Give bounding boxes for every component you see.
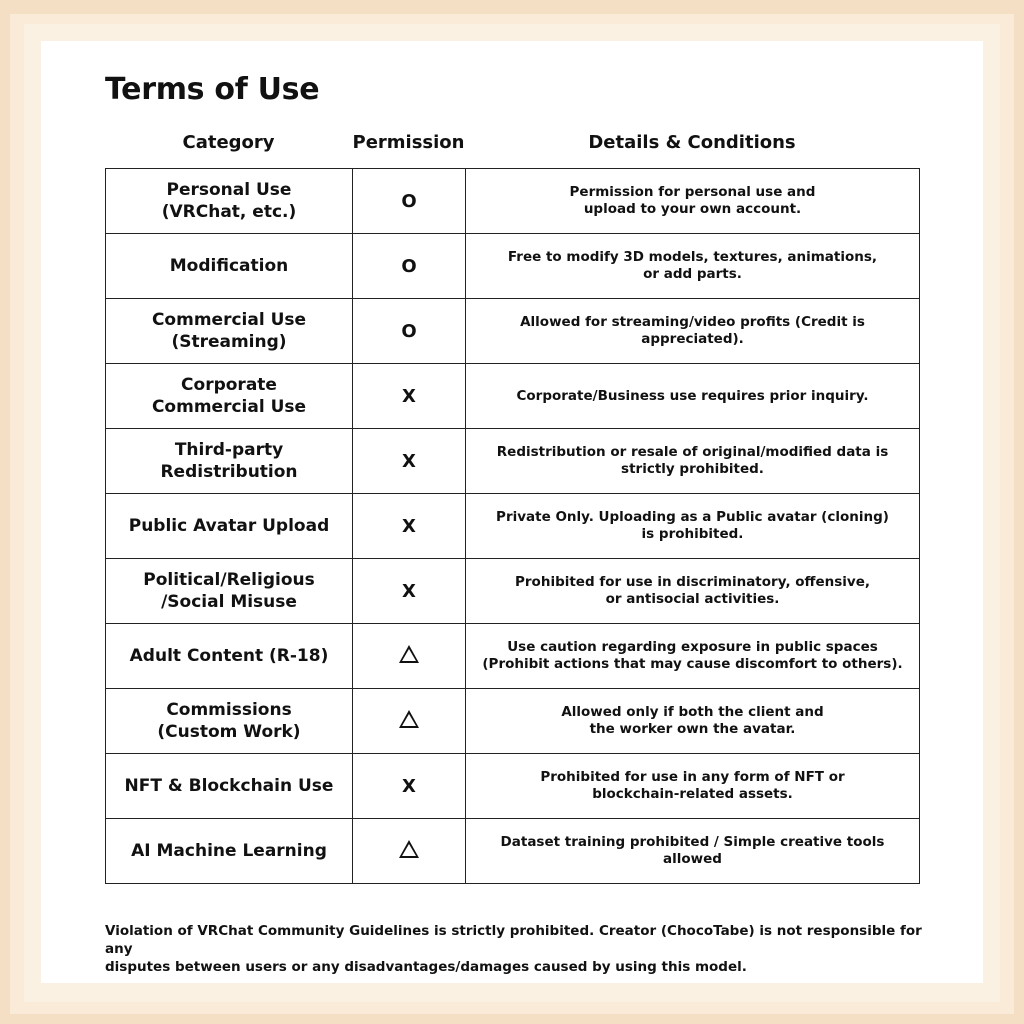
category-cell: NFT & Blockchain Use (106, 754, 353, 819)
category-cell: Corporate Commercial Use (106, 364, 353, 429)
table-row (106, 169, 920, 234)
header-category: Category (182, 132, 275, 153)
permission-cell: X (353, 559, 466, 624)
permission-cell: X (353, 494, 466, 559)
permission-cell: X (353, 754, 466, 819)
category-cell: Adult Content (R-18) (106, 624, 353, 689)
details-cell: Free to modify 3D models, textures, animations, or add parts. (466, 234, 920, 299)
permission-cell (353, 624, 466, 689)
permission-cell (353, 689, 466, 754)
terms-table (105, 168, 920, 884)
terms-table-body (106, 169, 920, 884)
category-cell: Third-party Redistribution (106, 429, 353, 494)
details-cell: Private Only. Uploading as a Public avatar (cloning) is prohibited. (466, 494, 920, 559)
triangle-icon (399, 710, 419, 728)
permission-cell: X (353, 429, 466, 494)
table-row (106, 494, 920, 559)
category-cell: Political/Religious /Social Misuse (106, 559, 353, 624)
page-title: Terms of Use (105, 72, 320, 107)
permission-cell: X (353, 364, 466, 429)
category-cell: Personal Use (VRChat, etc.) (106, 169, 353, 234)
details-cell: Redistribution or resale of original/modified data is strictly prohibited. (466, 429, 920, 494)
header-details: Details & Conditions (588, 132, 796, 153)
triangle-icon (399, 645, 419, 663)
permission-cell: O (353, 234, 466, 299)
triangle-icon (399, 840, 419, 858)
details-cell: Dataset training prohibited / Simple creative tools allowed (466, 819, 920, 884)
category-cell: Commercial Use (Streaming) (106, 299, 353, 364)
details-cell: Allowed only if both the client and the worker own the avatar. (466, 689, 920, 754)
category-cell: AI Machine Learning (106, 819, 353, 884)
details-cell: Use caution regarding exposure in public spaces (Prohibit actions that may cause discomfort to others). (466, 624, 920, 689)
table-row (106, 429, 920, 494)
table-row (106, 299, 920, 364)
table-row (106, 364, 920, 429)
permission-cell: O (353, 169, 466, 234)
table-row (106, 689, 920, 754)
details-cell: Prohibited for use in any form of NFT or blockchain-related assets. (466, 754, 920, 819)
details-cell: Allowed for streaming/video profits (Credit is appreciated). (466, 299, 920, 364)
category-cell: Modification (106, 234, 353, 299)
table-header (105, 132, 919, 160)
footer-disclaimer: Violation of VRChat Community Guidelines is strictly prohibited. Creator (ChocoTabe) is not responsible for any disputes between users or any disadvantages/damages caused by using this model. (105, 923, 922, 975)
table-row (106, 754, 920, 819)
table-row (106, 624, 920, 689)
permission-cell (353, 819, 466, 884)
details-cell: Prohibited for use in discriminatory, offensive, or antisocial activities. (466, 559, 920, 624)
category-cell: Commissions (Custom Work) (106, 689, 353, 754)
category-cell: Public Avatar Upload (106, 494, 353, 559)
header-permission: Permission (352, 132, 465, 153)
table-row (106, 234, 920, 299)
table-row (106, 819, 920, 884)
details-cell: Permission for personal use and upload to your own account. (466, 169, 920, 234)
permission-cell: O (353, 299, 466, 364)
details-cell: Corporate/Business use requires prior inquiry. (466, 364, 920, 429)
table-row (106, 559, 920, 624)
